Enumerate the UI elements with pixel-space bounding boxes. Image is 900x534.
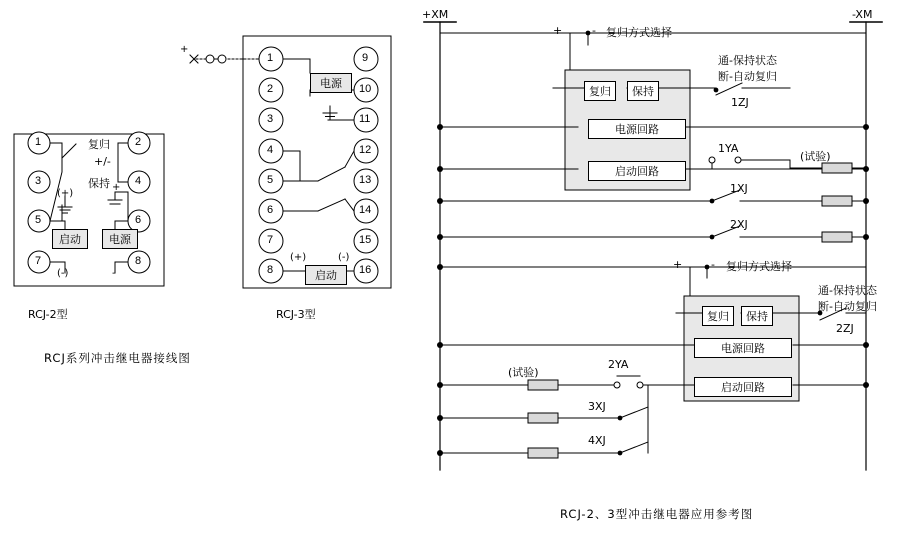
mid-terminal-4: 4	[267, 144, 274, 156]
lower-hold-box[interactable]: 保持	[741, 306, 773, 326]
lower-xj3-label: 3XJ	[588, 400, 606, 413]
mid-label-minus-paren: (-)	[338, 252, 350, 263]
upper-plus: +	[553, 24, 563, 37]
left-label-hold: 保持	[88, 177, 110, 190]
left-terminal-6: 6	[135, 214, 142, 226]
lower-reset-box[interactable]: 复归	[702, 306, 734, 326]
left-terminal-4: 4	[135, 175, 142, 187]
lower-start-circuit-box[interactable]: 启动回路	[694, 377, 792, 397]
upper-ya-label: 1YA	[718, 142, 739, 155]
mid-diagram-title: RCJ-3型	[276, 308, 316, 321]
upper-mode-title: 复归方式选择	[606, 26, 672, 39]
left-label-reset: 复归	[88, 138, 110, 151]
left-box-start: 启动	[52, 229, 88, 249]
left-diagram-title: RCJ-2型	[28, 308, 68, 321]
left-box-power: 电源	[102, 229, 138, 249]
mid-terminal-11: 11	[359, 113, 371, 125]
upper-power-circuit-box[interactable]: 电源回路	[588, 119, 686, 139]
upper-reset-box[interactable]: 复归	[584, 81, 616, 101]
upper-xj1-label: 1XJ	[730, 182, 748, 195]
left-label-plus-minus: +/-	[94, 155, 111, 168]
mid-terminal-10: 10	[359, 83, 372, 95]
lower-xj4-label: 4XJ	[588, 434, 606, 447]
upper-hold-box[interactable]: 保持	[627, 81, 659, 101]
left-label-minus: -	[112, 268, 116, 279]
left-caption: RCJ系列冲击继电器接线图	[44, 351, 191, 365]
upper-note-line2: 断-自动复归	[718, 70, 777, 83]
lower-power-circuit-box[interactable]: 电源回路	[694, 338, 792, 358]
mid-terminal-13: 13	[359, 174, 372, 186]
lower-test-label: (试验)	[508, 366, 539, 379]
left-label-plus: +	[112, 182, 121, 193]
upper-minus: -	[592, 24, 596, 37]
right-caption: RCJ-2、3型冲击继电器应用参考图	[560, 507, 754, 521]
mid-label-plus-paren: (+)	[290, 252, 307, 263]
mid-terminal-7: 7	[267, 234, 274, 246]
upper-start-circuit-box[interactable]: 启动回路	[588, 161, 686, 181]
mid-terminal-6: 6	[267, 204, 274, 216]
mid-terminal-5: 5	[267, 174, 274, 186]
lower-note-line2: 断-自动复归	[818, 300, 877, 313]
lower-mode-title: 复归方式选择	[726, 260, 792, 273]
mid-terminal-9: 9	[362, 52, 369, 64]
mid-terminal-8: 8	[267, 264, 274, 276]
left-terminal-8: 8	[135, 255, 142, 267]
left-terminal-7: 7	[35, 255, 42, 267]
bus-left-label: +XM	[422, 8, 449, 21]
upper-note-line1: 通-保持状态	[718, 54, 777, 67]
lower-minus: -	[711, 258, 715, 271]
mid-box-power: 电源	[310, 73, 352, 93]
mid-terminal-16: 16	[359, 264, 372, 276]
upper-relay-1zj: 1ZJ	[731, 96, 749, 109]
mid-terminal-14: 14	[359, 204, 372, 216]
lower-note-line1: 通-保持状态	[818, 284, 877, 297]
left-terminal-3: 3	[35, 175, 42, 187]
bus-right-label: -XM	[852, 8, 873, 21]
left-label-plus-paren: (+)	[57, 188, 74, 199]
mid-terminal-1: 1	[267, 52, 274, 64]
upper-test-label: (试验)	[800, 150, 831, 163]
mid-label-plus: +	[180, 44, 189, 55]
mid-box-start: 启动	[305, 265, 347, 285]
lower-plus: +	[673, 258, 683, 271]
left-label-minus-paren: (-)	[57, 268, 69, 279]
left-terminal-2: 2	[135, 136, 142, 148]
mid-terminal-12: 12	[359, 144, 372, 156]
lower-relay-2zj: 2ZJ	[836, 322, 854, 335]
lower-ya-label: 2YA	[608, 358, 629, 371]
mid-terminal-15: 15	[359, 234, 372, 246]
upper-xj2-label: 2XJ	[730, 218, 748, 231]
left-terminal-1: 1	[35, 136, 42, 148]
mid-terminal-2: 2	[267, 83, 274, 95]
left-terminal-5: 5	[35, 214, 42, 226]
mid-terminal-3: 3	[267, 113, 274, 125]
